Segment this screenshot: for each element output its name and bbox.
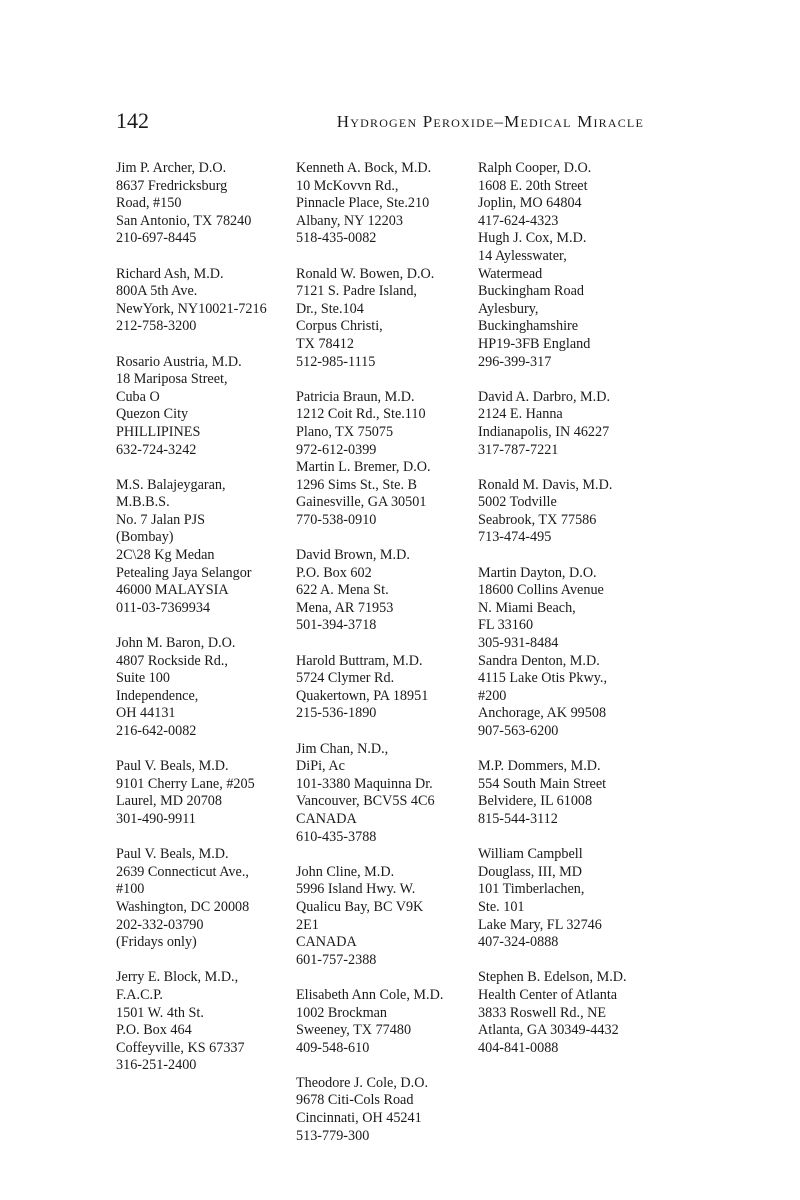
directory-entry: [478, 230, 656, 371]
entry-name: Jerry E. Block, M.D.,: [116, 969, 239, 986]
entry-line: Albany, NY 12203: [296, 212, 403, 229]
entry-line: 5724 Clymer Rd.: [296, 670, 395, 687]
entry-line: (Bombay): [116, 529, 174, 546]
entry-line: N. Miami Beach,: [478, 599, 576, 616]
entry-line: 2C\28 Kg Medan: [116, 547, 215, 564]
directory-entry: [296, 266, 476, 372]
entry-line: P.O. Box 602: [296, 564, 372, 581]
entry-line: Douglass, III, MD: [478, 863, 583, 880]
entry-line: HP19-3FB England: [478, 335, 591, 352]
entry-line: Road, #150: [116, 195, 182, 212]
entry-line: Seabrook, TX 77586: [478, 511, 597, 528]
entry-name: Harold Buttram, M.D.: [296, 652, 423, 669]
entry-line: 9678 Citi-Cols Road: [296, 1092, 414, 1109]
entry-name: Ralph Cooper, D.O.: [478, 160, 592, 176]
entry-line: 2E1: [296, 916, 319, 933]
entry-name: M.S. Balajeygaran,: [116, 476, 226, 493]
entry-name: John M. Baron, D.O.: [116, 635, 236, 652]
entry-line: Corpus Christi,: [296, 318, 383, 335]
entry-line: Buckinghamshire: [478, 318, 579, 335]
entry-line: PHILLIPINES: [116, 423, 201, 440]
entry-line: Laurel, MD 20708: [116, 793, 222, 810]
entry-line: 417-624-4323: [478, 212, 559, 229]
entry-line: 101 Timberlachen,: [478, 881, 585, 898]
entry-name: Ronald W. Bowen, D.O.: [296, 265, 435, 282]
directory-entry: [116, 354, 286, 460]
entry-line: Cincinnati, OH 45241: [296, 1110, 422, 1127]
directory-entry: [478, 758, 656, 828]
entry-name: Patricia Braun, M.D.: [296, 388, 415, 405]
entry-line: Washington, DC 20008: [116, 898, 250, 915]
entry-line: 9101 Cherry Lane, #205: [116, 775, 255, 792]
directory-entry: [296, 547, 476, 635]
entry-line: 101-3380 Maquinna Dr.: [296, 775, 433, 792]
entry-line: 513-779-300: [296, 1127, 370, 1144]
entry-line: Mena, AR 71953: [296, 599, 394, 616]
entry-line: Aylesbury,: [478, 300, 539, 317]
entry-name: William Campbell: [478, 846, 583, 863]
column-1: [116, 160, 286, 1092]
directory-entry: [478, 477, 656, 547]
entry-line: 518-435-0082: [296, 230, 377, 247]
entry-line: Vancouver, BCV5S 4C6: [296, 793, 435, 810]
entry-line: 815-544-3112: [478, 810, 558, 827]
entry-line: Gainesville, GA 30501: [296, 494, 427, 511]
entry-line: CANADA: [296, 810, 357, 827]
directory-entry: [116, 160, 286, 248]
entry-line: 212-758-3200: [116, 318, 197, 335]
directory-entry: [116, 266, 286, 336]
directory-entry: [296, 741, 476, 847]
directory-entry: [116, 477, 286, 618]
directory-entry: [296, 1075, 476, 1145]
entry-line: Dr., Ste.104: [296, 300, 364, 317]
entry-name: Stephen B. Edelson, M.D.: [478, 969, 627, 986]
entry-line: Belvidere, IL 61008: [478, 793, 593, 810]
directory-entry: [478, 160, 656, 230]
column-2: [296, 160, 476, 1163]
directory-entry: [296, 864, 476, 970]
entry-line: 1002 Brockman: [296, 1004, 388, 1021]
entry-line: 1501 W. 4th St.: [116, 1004, 204, 1021]
entry-line: Cuba O: [116, 388, 160, 405]
entry-line: Petealing Jaya Selangor: [116, 564, 252, 581]
entry-line: 18 Mariposa Street,: [116, 371, 228, 388]
entry-line: 215-536-1890: [296, 705, 377, 722]
entry-line: 4807 Rockside Rd.,: [116, 652, 228, 669]
entry-line: Indianapolis, IN 46227: [478, 423, 610, 440]
entry-line: F.A.C.P.: [116, 986, 163, 1003]
entry-line: 296-399-317: [478, 353, 552, 370]
directory-entry: [478, 846, 656, 952]
directory-entry: [296, 160, 476, 248]
entry-line: Ste. 101: [478, 898, 525, 915]
entry-line: 3833 Roswell Rd., NE: [478, 1004, 607, 1021]
entry-line: 8637 Fredricksburg: [116, 177, 228, 194]
entry-name: Hugh J. Cox, M.D.: [478, 230, 587, 247]
entry-line: Buckingham Road: [478, 283, 584, 300]
entry-line: 972-612-0399: [296, 441, 377, 458]
entry-name: Martin Dayton, D.O.: [478, 564, 597, 581]
entry-name: Martin L. Bremer, D.O.: [296, 459, 431, 476]
entry-line: 407-324-0888: [478, 934, 559, 951]
directory-entry: [116, 969, 286, 1075]
entry-line: 5996 Island Hwy. W.: [296, 881, 416, 898]
entry-line: 301-490-9911: [116, 810, 196, 827]
entry-name: David Brown, M.D.: [296, 547, 410, 564]
entry-name: Ronald M. Davis, M.D.: [478, 476, 613, 493]
directory-entry: [478, 653, 656, 741]
entry-name: Elisabeth Ann Cole, M.D.: [296, 986, 444, 1003]
entry-line: 554 South Main Street: [478, 775, 607, 792]
directory-entry: [296, 389, 476, 459]
entry-line: 1608 E. 20th Street: [478, 177, 588, 194]
entry-line: 316-251-2400: [116, 1057, 197, 1074]
entry-line: No. 7 Jalan PJS: [116, 511, 206, 528]
entry-line: Watermead: [478, 265, 543, 282]
entry-line: (Fridays only): [116, 934, 197, 951]
directory-entry: [478, 969, 656, 1057]
entry-name: Paul V. Beals, M.D.: [116, 758, 229, 775]
entry-line: 409-548-610: [296, 1039, 370, 1056]
directory-entry: [478, 565, 656, 653]
entry-line: DiPi, Ac: [296, 758, 345, 775]
entry-line: Independence,: [116, 687, 199, 704]
directory-entry: [296, 987, 476, 1057]
entry-line: NewYork, NY10021-7216: [116, 300, 267, 317]
entry-line: 10 McKovvn Rd.,: [296, 177, 399, 194]
entry-line: FL 33160: [478, 617, 534, 634]
entry-name: Richard Ash, M.D.: [116, 265, 224, 282]
entry-line: 18600 Collins Avenue: [478, 582, 604, 599]
directory-entry: [116, 758, 286, 828]
entry-name: Paul V. Beals, M.D.: [116, 846, 229, 863]
directory-entry: [478, 389, 656, 459]
entry-line: 1296 Sims St., Ste. B: [296, 476, 418, 493]
entry-line: 800A 5th Ave.: [116, 283, 198, 300]
entry-line: 317-787-7221: [478, 441, 559, 458]
running-head: Hydrogen Peroxide–Medical Miracle: [336, 112, 644, 131]
entry-line: Sweeney, TX 77480: [296, 1022, 412, 1039]
entry-line: 216-642-0082: [116, 723, 197, 739]
entry-name: Theodore J. Cole, D.O.: [296, 1074, 428, 1091]
entry-line: Lake Mary, FL 32746: [478, 916, 602, 933]
directory-columns: [116, 160, 656, 1144]
entry-line: 501-394-3718: [296, 617, 377, 634]
entry-line: 713-474-495: [478, 529, 552, 546]
entry-line: San Antonio, TX 78240: [116, 212, 252, 229]
entry-line: Pinnacle Place, Ste.210: [296, 195, 430, 212]
entry-line: 622 A. Mena St.: [296, 582, 389, 599]
entry-name: David A. Darbro, M.D.: [478, 388, 611, 405]
entry-line: 202-332-03790: [116, 916, 204, 933]
entry-line: OH 44131: [116, 705, 176, 722]
column-3: [478, 160, 656, 1075]
entry-name: Jim P. Archer, D.O.: [116, 160, 227, 176]
entry-line: Quakertown, PA 18951: [296, 687, 429, 704]
entry-line: 610-435-3788: [296, 828, 377, 845]
entry-line: Quezon City: [116, 406, 189, 423]
entry-line: 907-563-6200: [478, 723, 559, 739]
entry-line: 210-697-8445: [116, 230, 197, 247]
page-number: 142: [116, 108, 149, 133]
entry-line: 404-841-0088: [478, 1039, 559, 1056]
entry-line: #100: [116, 881, 145, 898]
directory-entry: [296, 653, 476, 723]
entry-line: 2639 Connecticut Ave.,: [116, 863, 249, 880]
entry-line: Suite 100: [116, 670, 170, 687]
entry-line: 632-724-3242: [116, 441, 197, 458]
entry-name: John Cline, M.D.: [296, 863, 395, 880]
entry-line: 601-757-2388: [296, 951, 377, 968]
entry-line: 011-03-7369934: [116, 599, 211, 616]
entry-line: 305-931-8484: [478, 635, 559, 652]
entry-name: Kenneth A. Bock, M.D.: [296, 160, 432, 176]
entry-line: TX 78412: [296, 335, 354, 352]
entry-line: P.O. Box 464: [116, 1022, 192, 1039]
entry-line: 512-985-1115: [296, 353, 376, 370]
entry-name: Jim Chan, N.D.,: [296, 740, 389, 757]
directory-entry: [116, 846, 286, 952]
entry-line: 1212 Coit Rd., Ste.110: [296, 406, 426, 423]
directory-entry: [296, 459, 476, 529]
entry-line: M.B.B.S.: [116, 494, 170, 511]
entry-line: 4115 Lake Otis Pkwy.,: [478, 670, 607, 687]
entry-line: Plano, TX 75075: [296, 423, 394, 440]
entry-line: Qualicu Bay, BC V9K: [296, 898, 424, 915]
entry-line: #200: [478, 687, 507, 704]
entry-line: 46000 MALAYSIA: [116, 582, 229, 599]
entry-name: Sandra Denton, M.D.: [478, 652, 600, 669]
entry-line: Joplin, MO 64804: [478, 195, 582, 212]
entry-line: Atlanta, GA 30349-4432: [478, 1022, 619, 1039]
entry-line: 2124 E. Hanna: [478, 406, 563, 423]
entry-line: 770-538-0910: [296, 511, 377, 528]
entry-line: Anchorage, AK 99508: [478, 705, 607, 722]
directory-entry: [116, 635, 286, 741]
entry-name: Rosario Austria, M.D.: [116, 353, 242, 370]
entry-line: 7121 S. Padre Island,: [296, 283, 417, 300]
entry-line: Coffeyville, KS 67337: [116, 1039, 245, 1056]
entry-line: CANADA: [296, 934, 357, 951]
entry-line: 5002 Todville: [478, 494, 557, 511]
entry-line: 14 Aylesswater,: [478, 247, 567, 264]
entry-name: M.P. Dommers, M.D.: [478, 758, 601, 775]
entry-line: Health Center of Atlanta: [478, 986, 618, 1003]
